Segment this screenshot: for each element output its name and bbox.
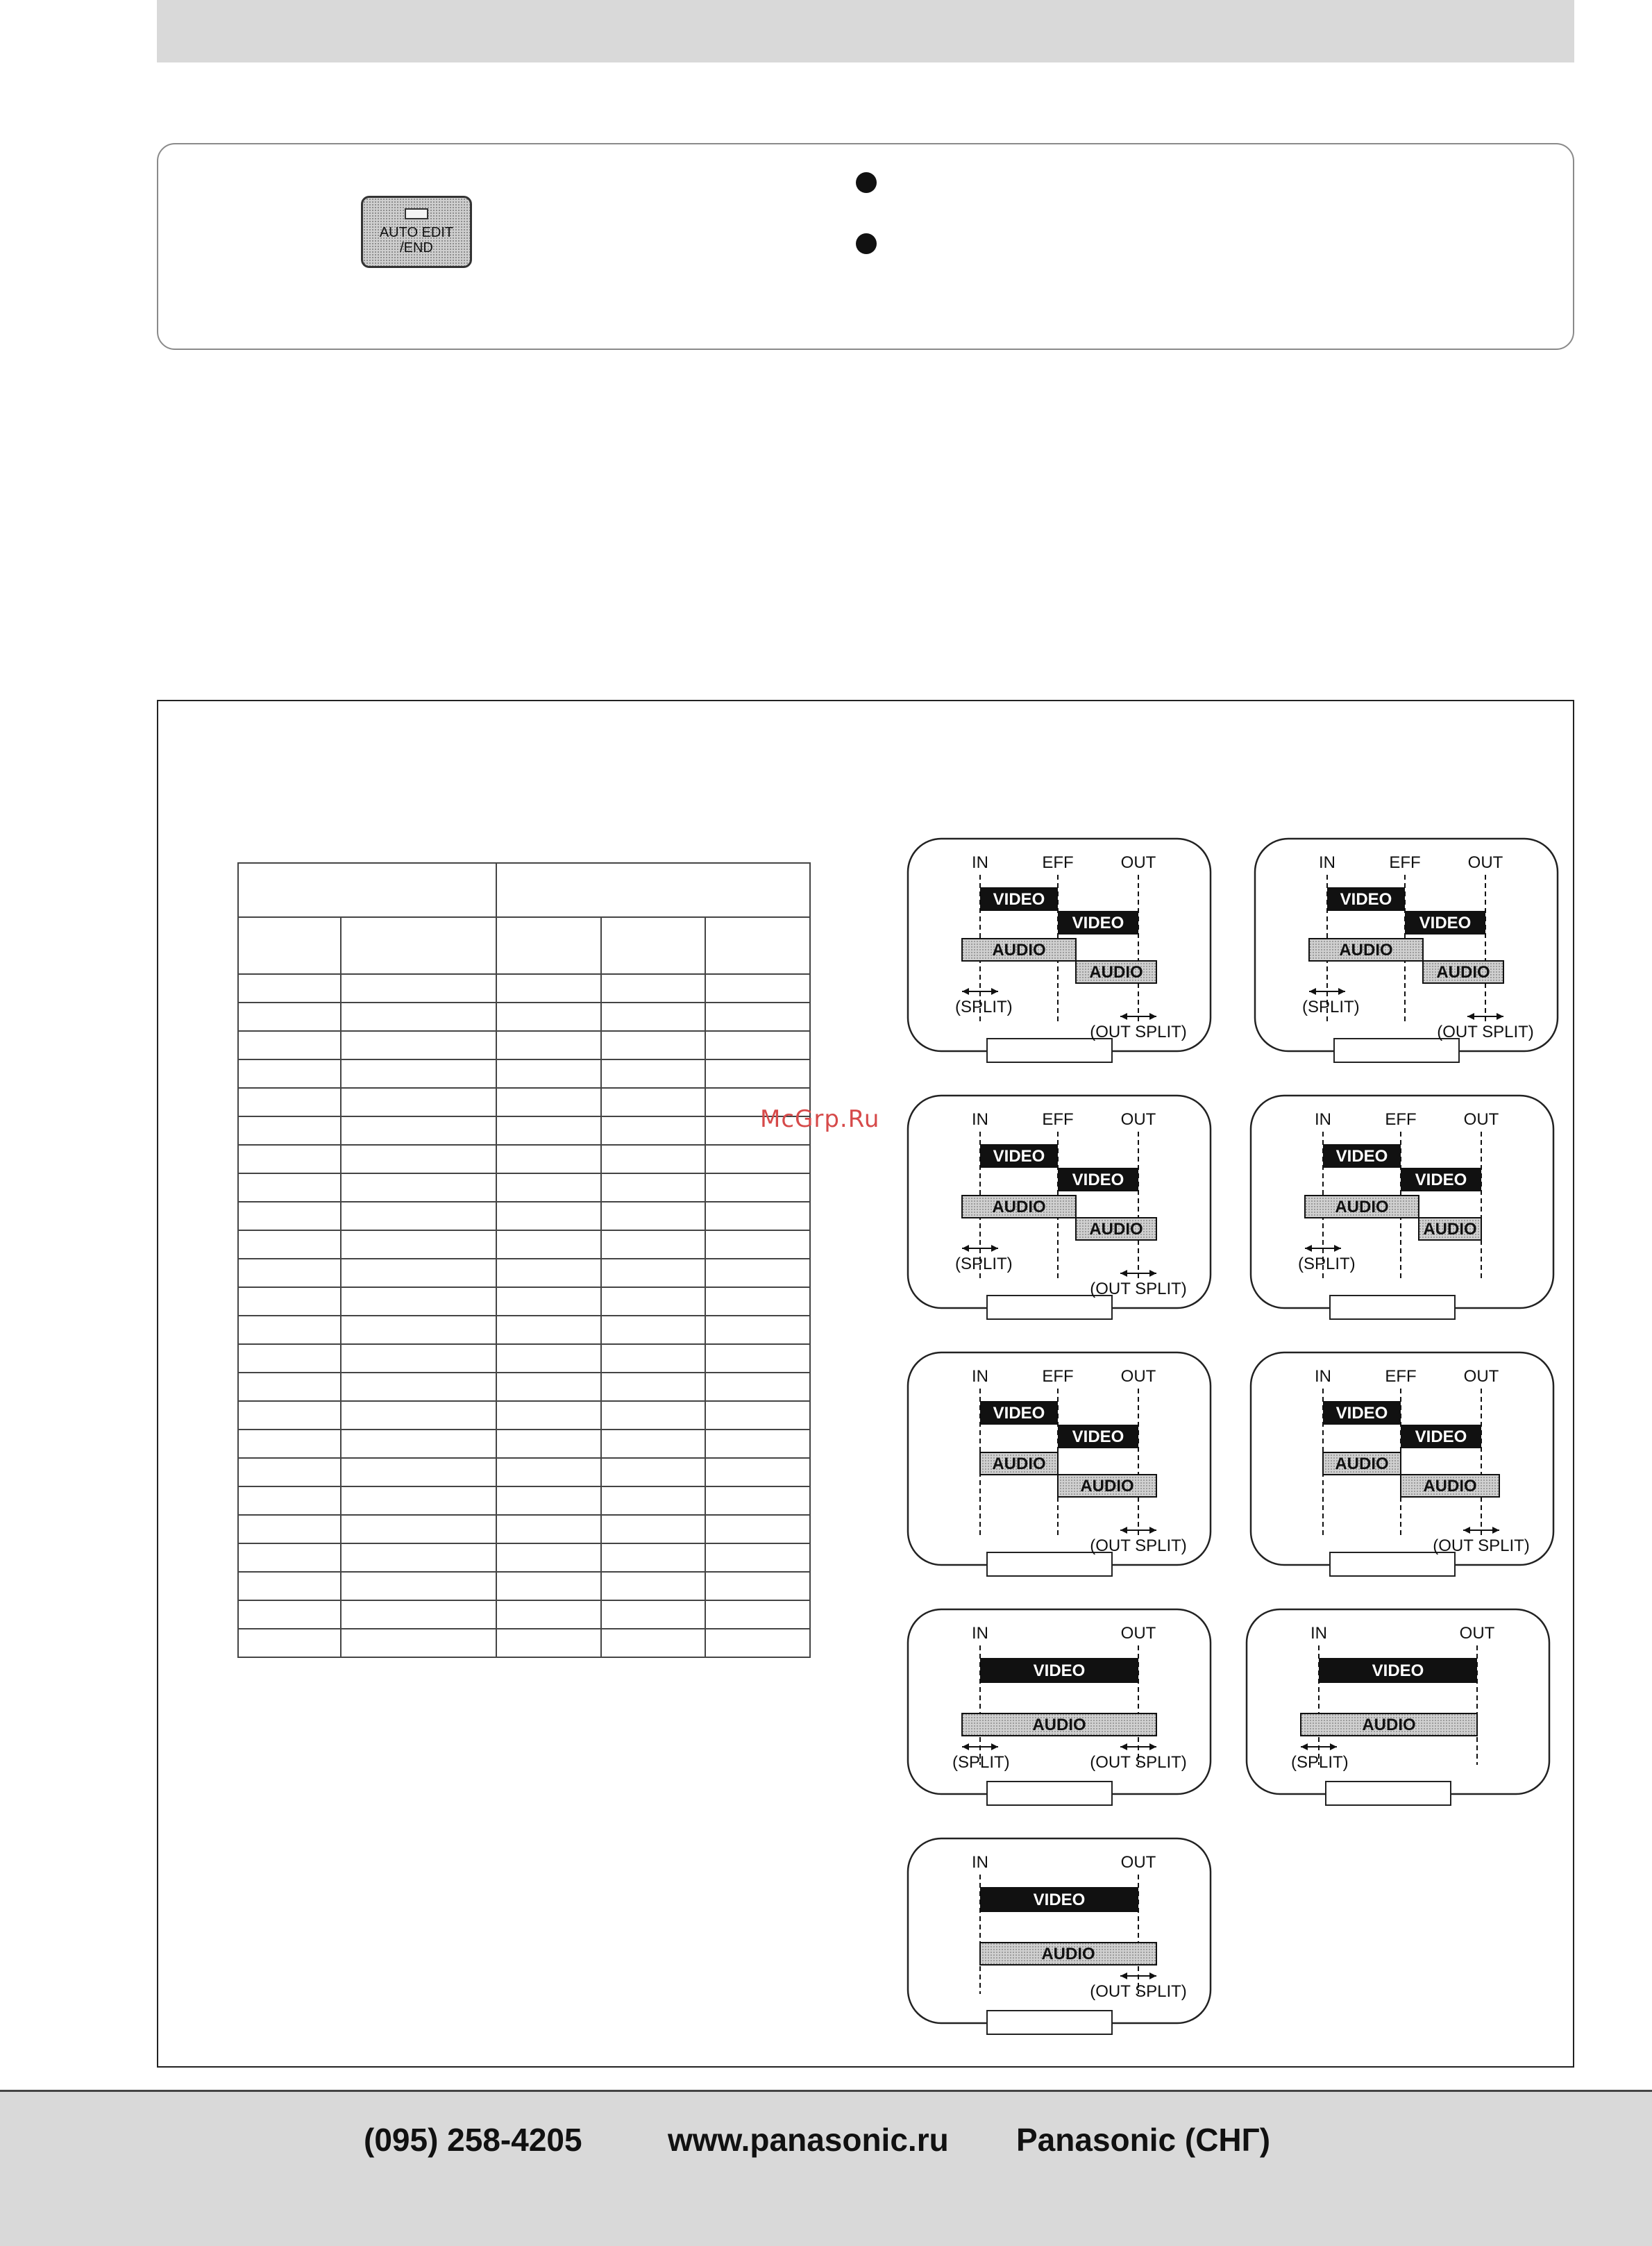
table-subheader-cell <box>705 917 810 974</box>
table-cell <box>341 1031 496 1059</box>
video-bar-label: VIDEO <box>1072 1171 1124 1189</box>
table-cell <box>705 1145 810 1173</box>
table-cell <box>341 1230 496 1259</box>
table-cell <box>601 1173 706 1202</box>
table-cell <box>705 1515 810 1543</box>
table-cell <box>341 1600 496 1629</box>
table-cell <box>601 1373 706 1401</box>
timing-diagram-svg <box>907 837 1212 1073</box>
auto-edit-end-key <box>361 196 472 268</box>
table-row <box>238 1316 810 1344</box>
table-cell <box>238 1031 341 1059</box>
split-diagram-3 <box>907 1094 1212 1330</box>
video-bar-label: VIDEO <box>1335 1147 1388 1166</box>
auto-edit-end-key-label: AUTO EDIT /END <box>379 225 454 255</box>
video-bar-label: VIDEO <box>993 890 1045 909</box>
table-cell <box>341 1059 496 1088</box>
in-label: IN <box>1310 1624 1327 1643</box>
table-row <box>238 1572 810 1600</box>
table-cell <box>238 1515 341 1543</box>
table-cell <box>238 1059 341 1088</box>
timing-diagram-svg <box>1249 1094 1555 1330</box>
out-split-label: (OUT SPLIT) <box>1090 1982 1187 2001</box>
diagram-caption-box <box>987 1782 1112 1805</box>
table-cell <box>705 1230 810 1259</box>
table-subheader-cell <box>601 917 706 974</box>
table-cell <box>496 1401 601 1430</box>
out-label: OUT <box>1120 853 1156 872</box>
diagram-caption-box <box>987 1039 1112 1062</box>
in-label: IN <box>1315 1367 1331 1386</box>
top-header-bar <box>157 0 1574 62</box>
table-cell <box>705 1543 810 1572</box>
split-label: (SPLIT) <box>955 1255 1013 1273</box>
out-label: OUT <box>1120 1853 1156 1872</box>
watermark-text: McGrp.Ru <box>760 1105 880 1133</box>
table-cell <box>238 1486 341 1515</box>
table-cell <box>496 1430 601 1458</box>
in-label: IN <box>1315 1110 1331 1129</box>
table-cell <box>601 1145 706 1173</box>
video-bar-label: VIDEO <box>1419 914 1472 932</box>
table-row <box>238 1116 810 1145</box>
table-row <box>238 1230 810 1259</box>
out-label: OUT <box>1463 1367 1499 1386</box>
table-row <box>238 1629 810 1657</box>
table-cell <box>341 974 496 1003</box>
table-cell <box>238 1373 341 1401</box>
out-label: OUT <box>1463 1110 1499 1129</box>
out-label: OUT <box>1467 853 1503 872</box>
footer-bar <box>0 2090 1652 2246</box>
table-cell <box>705 1173 810 1202</box>
audio-bar-label: AUDIO <box>1362 1716 1416 1734</box>
split-label: (SPLIT) <box>952 1753 1010 1772</box>
table-cell <box>601 1116 706 1145</box>
table-cell <box>238 1003 341 1031</box>
table-cell <box>341 1401 496 1430</box>
table-cell <box>341 1259 496 1287</box>
table-cell <box>705 1059 810 1088</box>
video-bar-label: VIDEO <box>1033 1891 1086 1909</box>
table-cell <box>601 1430 706 1458</box>
table-cell <box>496 1088 601 1116</box>
table-row <box>238 1430 810 1458</box>
table-row <box>238 1287 810 1316</box>
table-row <box>238 1600 810 1629</box>
table-cell <box>705 1202 810 1230</box>
table-cell <box>238 1458 341 1486</box>
diagram-caption-box <box>1330 1296 1455 1319</box>
table-cell <box>601 1543 706 1572</box>
table-cell <box>705 1003 810 1031</box>
table-cell <box>341 1116 496 1145</box>
table-header-cell <box>496 863 810 917</box>
table-cell <box>496 1116 601 1145</box>
audio-bar-label: AUDIO <box>1335 1455 1389 1473</box>
table-cell <box>601 1344 706 1373</box>
table-cell <box>341 1088 496 1116</box>
audio-bar-label: AUDIO <box>992 1198 1046 1216</box>
table-cell <box>601 1088 706 1116</box>
table-cell <box>705 1373 810 1401</box>
audio-bar-label: AUDIO <box>1339 941 1393 959</box>
video-bar-label: VIDEO <box>1372 1661 1424 1680</box>
out-label: OUT <box>1120 1367 1156 1386</box>
table-cell <box>341 1543 496 1572</box>
eff-label: EFF <box>1042 1110 1074 1129</box>
table-cell <box>601 1600 706 1629</box>
table-row <box>238 1543 810 1572</box>
table-cell <box>496 1173 601 1202</box>
table-cell <box>705 1629 810 1657</box>
table-cell <box>705 1458 810 1486</box>
table-cell <box>238 1088 341 1116</box>
table-row <box>238 1145 810 1173</box>
table-cell <box>601 1230 706 1259</box>
audio-bar-label: AUDIO <box>1335 1198 1389 1216</box>
split-label: (SPLIT) <box>1302 998 1360 1016</box>
table-cell <box>238 1202 341 1230</box>
table-cell <box>705 1287 810 1316</box>
out-split-label: (OUT SPLIT) <box>1090 1536 1187 1555</box>
table-cell <box>341 1003 496 1031</box>
table-cell <box>601 1202 706 1230</box>
split-diagram-9 <box>907 1837 1212 2045</box>
table-cell <box>238 1116 341 1145</box>
audio-bar-label: AUDIO <box>1436 963 1490 982</box>
table-cell <box>496 1572 601 1600</box>
table-cell <box>705 974 810 1003</box>
table-cell <box>496 1230 601 1259</box>
in-label: IN <box>972 1624 988 1643</box>
audio-bar-label: AUDIO <box>992 1455 1046 1473</box>
eff-label: EFF <box>1385 1110 1417 1129</box>
table-cell <box>601 1059 706 1088</box>
table-cell <box>601 1629 706 1657</box>
table-cell <box>496 1543 601 1572</box>
in-label: IN <box>1319 853 1335 872</box>
table-row <box>238 1059 810 1088</box>
video-bar-label: VIDEO <box>1072 1427 1124 1446</box>
footer-phone: (095) 258-4205 <box>364 2122 582 2158</box>
table-cell <box>705 1600 810 1629</box>
table-cell <box>496 1031 601 1059</box>
table-row <box>238 974 810 1003</box>
split-diagram-8 <box>1245 1608 1551 1816</box>
table-row <box>238 1515 810 1543</box>
split-diagram-6 <box>1249 1351 1555 1587</box>
table-cell <box>238 1401 341 1430</box>
table-cell <box>601 1515 706 1543</box>
table-body <box>238 974 810 1657</box>
table-cell <box>496 974 601 1003</box>
table-cell <box>601 1316 706 1344</box>
table-cell <box>238 1543 341 1572</box>
timing-diagram-svg <box>907 1837 1212 2045</box>
audio-bar-label: AUDIO <box>1089 963 1143 982</box>
table-cell <box>601 974 706 1003</box>
table-cell <box>341 1430 496 1458</box>
table-cell <box>496 1059 601 1088</box>
table-cell <box>496 1486 601 1515</box>
table-cell <box>238 1287 341 1316</box>
video-bar-label: VIDEO <box>1033 1661 1086 1680</box>
table-cell <box>341 1486 496 1515</box>
table-row <box>238 1458 810 1486</box>
split-label: (SPLIT) <box>955 998 1013 1016</box>
table-cell <box>705 1486 810 1515</box>
split-diagram-1 <box>907 837 1212 1073</box>
table-cell <box>496 1287 601 1316</box>
table-cell <box>341 1173 496 1202</box>
diagram-caption-box <box>987 2011 1112 2034</box>
out-split-label: (OUT SPLIT) <box>1433 1536 1530 1555</box>
out-split-label: (OUT SPLIT) <box>1090 1753 1187 1772</box>
table-row <box>238 1401 810 1430</box>
table-cell <box>601 1572 706 1600</box>
table-cell <box>496 1515 601 1543</box>
table-subheader-cell <box>238 917 341 974</box>
table-header-cell <box>238 863 496 917</box>
table-cell <box>238 1259 341 1287</box>
footer-website-link[interactable]: www.panasonic.ru <box>668 2122 949 2158</box>
diagram-caption-box <box>1326 1782 1451 1805</box>
footer-company: Panasonic (СНГ) <box>1016 2122 1271 2158</box>
table-cell <box>705 1259 810 1287</box>
table-cell <box>341 1572 496 1600</box>
in-label: IN <box>972 1110 988 1129</box>
split-diagram-4 <box>1249 1094 1555 1330</box>
audio-bar-label: AUDIO <box>1423 1477 1477 1495</box>
eff-label: EFF <box>1042 1367 1074 1386</box>
split-label: (SPLIT) <box>1298 1255 1356 1273</box>
table-cell <box>238 1173 341 1202</box>
eff-label: EFF <box>1042 853 1074 872</box>
table-row <box>238 1088 810 1116</box>
out-split-label: (OUT SPLIT) <box>1090 1280 1187 1298</box>
video-bar-label: VIDEO <box>993 1147 1045 1166</box>
bullet-point-2 <box>856 233 877 254</box>
table-cell <box>341 1515 496 1543</box>
table-row <box>238 1259 810 1287</box>
table-subheader-cell <box>496 917 601 974</box>
table-cell <box>496 1600 601 1629</box>
out-label: OUT <box>1120 1624 1156 1643</box>
table-cell <box>341 1629 496 1657</box>
table-cell <box>496 1629 601 1657</box>
out-split-label: (OUT SPLIT) <box>1437 1023 1534 1041</box>
diagram-caption-box <box>987 1552 1112 1576</box>
table-cell <box>238 1629 341 1657</box>
table-cell <box>601 1031 706 1059</box>
table-cell <box>238 1344 341 1373</box>
table-cell <box>341 1145 496 1173</box>
timing-diagram-svg <box>907 1094 1212 1330</box>
table-cell <box>341 1344 496 1373</box>
video-bar-label: VIDEO <box>1335 1404 1388 1423</box>
table-row <box>238 1031 810 1059</box>
table-cell <box>341 1202 496 1230</box>
table-cell <box>238 1230 341 1259</box>
table-cell <box>705 1344 810 1373</box>
timing-diagram-svg <box>907 1608 1212 1816</box>
bullet-point-1 <box>856 172 877 193</box>
eff-label: EFF <box>1385 1367 1417 1386</box>
key-indicator-lamp <box>405 208 428 219</box>
table-cell <box>705 1572 810 1600</box>
table-cell <box>238 974 341 1003</box>
table-cell <box>238 1600 341 1629</box>
table-cell <box>601 1401 706 1430</box>
audio-bar-label: AUDIO <box>1423 1220 1477 1239</box>
split-settings-table <box>237 862 811 1658</box>
table-row <box>238 1173 810 1202</box>
in-label: IN <box>972 1853 988 1872</box>
table-cell <box>496 1458 601 1486</box>
table-cell <box>601 1259 706 1287</box>
table-cell <box>238 1572 341 1600</box>
video-bar-label: VIDEO <box>1340 890 1392 909</box>
table-cell <box>238 1430 341 1458</box>
table-cell <box>341 1458 496 1486</box>
table-cell <box>601 1458 706 1486</box>
timing-diagram-svg <box>1254 837 1559 1073</box>
table-cell <box>496 1259 601 1287</box>
table-row <box>238 1344 810 1373</box>
table-cell <box>705 1401 810 1430</box>
table-cell <box>705 1430 810 1458</box>
in-label: IN <box>972 853 988 872</box>
timing-diagram-svg <box>907 1351 1212 1587</box>
diagram-caption-box <box>987 1296 1112 1319</box>
table-cell <box>601 1003 706 1031</box>
diagram-caption-box <box>1330 1552 1455 1576</box>
table-cell <box>238 1145 341 1173</box>
eff-label: EFF <box>1389 853 1421 872</box>
audio-bar-label: AUDIO <box>1089 1220 1143 1239</box>
table-cell <box>496 1344 601 1373</box>
in-label: IN <box>972 1367 988 1386</box>
out-label: OUT <box>1120 1110 1156 1129</box>
table-cell <box>705 1316 810 1344</box>
audio-bar-label: AUDIO <box>1080 1477 1134 1495</box>
table-row <box>238 1003 810 1031</box>
table-row <box>238 1202 810 1230</box>
table-subheader-cell <box>341 917 496 974</box>
audio-bar-label: AUDIO <box>992 941 1046 959</box>
audio-bar-label: AUDIO <box>1032 1716 1086 1734</box>
table-cell <box>496 1202 601 1230</box>
table-cell <box>238 1316 341 1344</box>
table-cell <box>341 1316 496 1344</box>
table-cell <box>496 1145 601 1173</box>
split-label: (SPLIT) <box>1291 1753 1349 1772</box>
split-diagram-5 <box>907 1351 1212 1587</box>
table-cell <box>601 1486 706 1515</box>
split-diagram-7 <box>907 1608 1212 1816</box>
timing-diagram-svg <box>1245 1608 1551 1816</box>
table-cell <box>601 1287 706 1316</box>
video-bar-label: VIDEO <box>993 1404 1045 1423</box>
video-bar-label: VIDEO <box>1415 1171 1467 1189</box>
video-bar-label: VIDEO <box>1415 1427 1467 1446</box>
table-cell <box>341 1373 496 1401</box>
table-cell <box>705 1031 810 1059</box>
out-label: OUT <box>1459 1624 1495 1643</box>
table-row <box>238 1373 810 1401</box>
table-row <box>238 1486 810 1515</box>
table-cell <box>496 1373 601 1401</box>
split-diagram-2 <box>1254 837 1559 1073</box>
table-cell <box>496 1003 601 1031</box>
video-bar-label: VIDEO <box>1072 914 1124 932</box>
audio-bar-label: AUDIO <box>1041 1945 1095 1963</box>
table-cell <box>341 1287 496 1316</box>
diagram-caption-box <box>1334 1039 1459 1062</box>
out-split-label: (OUT SPLIT) <box>1090 1023 1187 1041</box>
table-cell <box>496 1316 601 1344</box>
timing-diagram-svg <box>1249 1351 1555 1587</box>
